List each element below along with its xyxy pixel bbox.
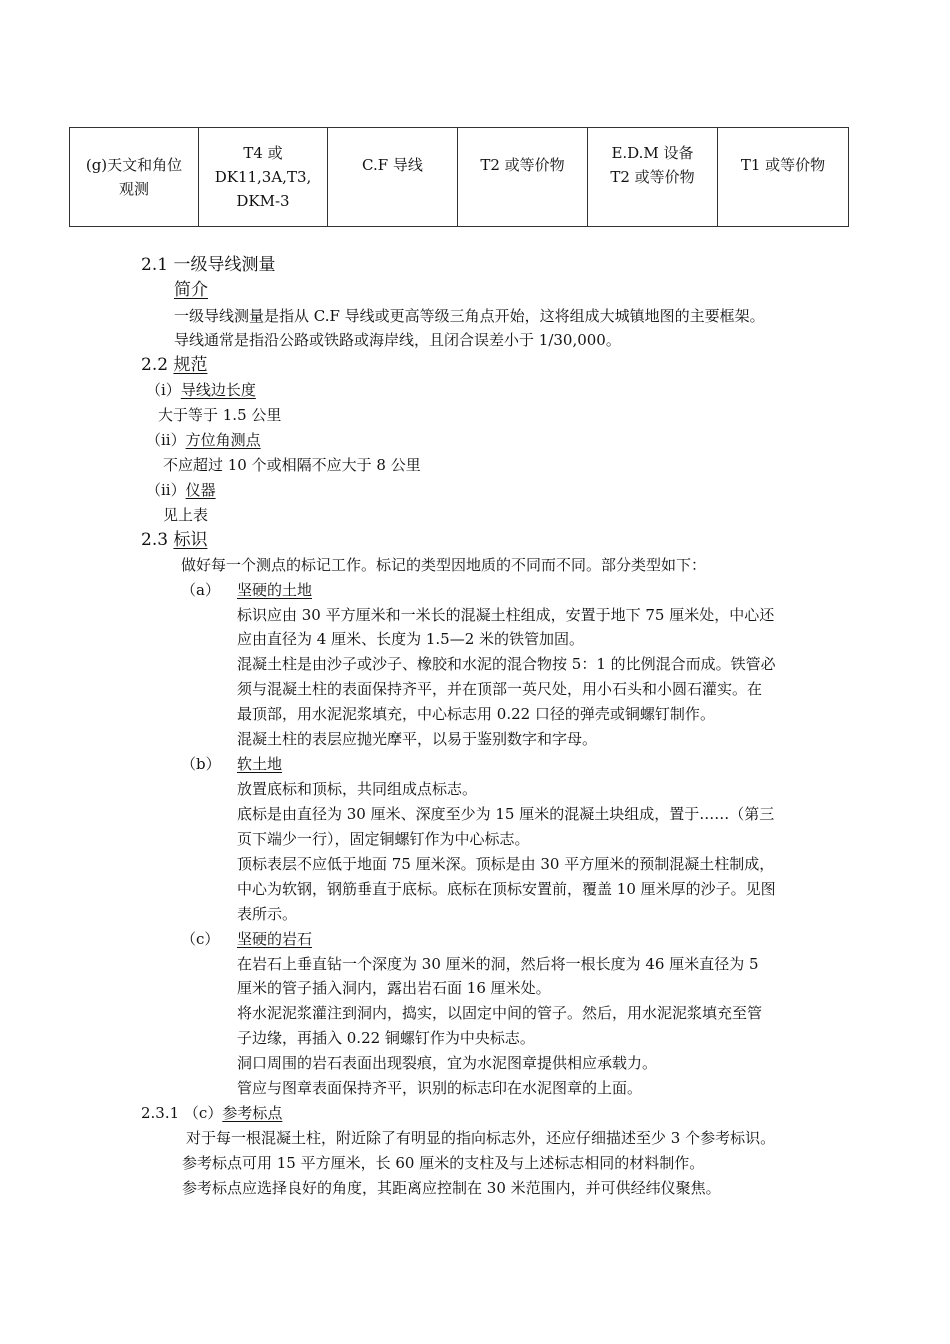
section-heading-2-1: 2.1 一级导线测量	[141, 255, 276, 275]
subitem-prefix: （c）	[181, 930, 220, 948]
paragraph-line: 厘米的管子插入洞内，露出岩石面 16 厘米处。	[237, 979, 551, 997]
cell-line: C.F 导线	[362, 156, 423, 174]
paragraph-line: 子边缘，再插入 0.22 铜螺钉作为中央标志。	[237, 1029, 535, 1047]
cell-line: T2 或等价物	[480, 156, 565, 174]
paragraph-line: 混凝土柱是由沙子或沙子、橡胶和水泥的混合物按 5：1 的比例混合而成。铁管必	[237, 655, 776, 673]
item-heading	[146, 379, 256, 401]
section-heading-2-2	[141, 354, 207, 376]
paragraph-line: 参考标点可用 15 平方厘米，长 60 厘米的支柱及与上述标志相同的材料制作。	[182, 1154, 705, 1172]
table-cell-instrument	[199, 128, 328, 227]
subitem-title: 坚硬的土地	[237, 581, 313, 599]
table-cell-category	[70, 128, 199, 227]
table-cell-edm	[588, 128, 718, 227]
section-number: 2.3	[141, 530, 174, 550]
item-title: 导线边长度	[180, 381, 256, 399]
table-cell-t1	[718, 128, 849, 227]
paragraph-line: 参考标点应选择良好的角度，其距离应控制在 30 米范围内，并可供经纬仪聚焦。	[182, 1179, 721, 1197]
table-cell-traverse	[328, 128, 458, 227]
paragraph-line: 页下端少一行），固定铜螺钉作为中心标志。	[237, 830, 530, 848]
subitem-prefix: （b）	[181, 755, 221, 773]
paragraph-line: 顶标表层不应低于地面 75 厘米深。顶标是由 30 平方厘米的预制混凝土柱制成，	[237, 855, 775, 873]
subitem-title: 软土地	[237, 755, 283, 773]
section-number: 2.2	[141, 355, 174, 375]
subitem-prefix: （a）	[181, 581, 220, 599]
intro-label: 简介	[174, 280, 208, 300]
section-number: 2.3.1 （c）	[141, 1104, 223, 1122]
paragraph-line: 最顶部，用水泥泥浆填充，中心标志用 0.22 口径的弹壳或铜螺钉制作。	[237, 705, 715, 723]
paragraph: 做好每一个测点的标记工作。标记的类型因地质的不同而不同。部分类型如下：	[181, 556, 707, 574]
item-text: 大于等于 1.5 公里	[158, 406, 282, 424]
paragraph-line: 须与混凝土柱的表面保持齐平，并在顶部一英尺处，用小石头和小圆石灌实。在	[237, 680, 763, 698]
paragraph-line: 中心为软钢，钢筋垂直于底标。底标在顶标安置前，覆盖 10 厘米厚的沙子。见图	[237, 880, 776, 898]
cell-line: DK11,3A,T3,	[214, 168, 312, 186]
paragraph-line: 表所示。	[237, 905, 298, 923]
section-title: 标识	[173, 530, 208, 550]
paragraph-line: 放置底标和顶标，共同组成点标志。	[237, 780, 478, 798]
section-heading-2-3-1	[141, 1102, 282, 1124]
paragraph-line: 对于每一根混凝土柱，附近除了有明显的指向标志外，还应仔细描述至少 3 个参考标识。	[186, 1129, 776, 1147]
item-prefix: （ii）	[146, 431, 186, 449]
section-title: 规范	[173, 355, 208, 375]
paragraph-line: 将水泥泥浆灌注到洞内，捣实，以固定中间的管子。然后，用水泥泥浆填充至管	[237, 1004, 763, 1022]
table-row	[70, 128, 849, 227]
item-title: 方位角测点	[185, 431, 261, 449]
item-heading	[146, 429, 261, 451]
item-heading	[146, 479, 216, 501]
subitem-title: 坚硬的岩石	[237, 930, 313, 948]
cell-line: T2 或等价物	[610, 168, 695, 186]
cell-line: 观测	[118, 180, 149, 198]
table-cell-t2	[458, 128, 588, 227]
cell-line: T1 或等价物	[740, 156, 826, 174]
cell-line: DKM-3	[236, 192, 290, 210]
paragraph: 导线通常是指沿公路或铁路或海岸线，且闭合误差小于 1/30,000。	[174, 331, 621, 349]
paragraph-line: 洞口周围的岩石表面出现裂痕，宜为水泥图章提供相应承载力。	[237, 1054, 658, 1072]
item-text: 不应超过 10 个或相隔不应大于 8 公里	[163, 456, 421, 474]
cell-line: (g)天文和角位	[85, 156, 183, 174]
paragraph-line: 底标是由直径为 30 厘米、深度至少为 15 厘米的混凝土块组成，置于……（第三	[237, 805, 775, 823]
item-text: 见上表	[163, 506, 209, 524]
paragraph: 一级导线测量是指从 C.F 导线或更高等级三角点开始，这将组成大城镇地图的主要框架。	[174, 307, 765, 325]
item-prefix: （ii）	[146, 481, 186, 499]
paragraph-line: 应由直径为 4 厘米、长度为 1.5—2 米的铁管加固。	[237, 630, 585, 648]
section-heading-2-3	[141, 529, 207, 551]
paragraph-line: 在岩石上垂直钻一个深度为 30 厘米的洞，然后将一根长度为 46 厘米直径为 5	[237, 955, 759, 973]
instrument-table	[69, 127, 849, 227]
paragraph-line: 管应与图章表面保持齐平，识别的标志印在水泥图章的上面。	[237, 1079, 643, 1097]
item-prefix: （i）	[146, 381, 181, 399]
paragraph-line: 混凝土柱的表层应抛光摩平，以易于鉴别数字和字母。	[237, 730, 598, 748]
paragraph-line: 标识应由 30 平方厘米和一米长的混凝土柱组成，安置于地下 75 厘米处，中心还	[237, 606, 775, 624]
item-title: 仪器	[185, 481, 216, 499]
cell-line: E.D.M 设备	[611, 144, 694, 162]
cell-line: T4 或	[243, 144, 283, 162]
section-title: 参考标点	[222, 1104, 283, 1122]
